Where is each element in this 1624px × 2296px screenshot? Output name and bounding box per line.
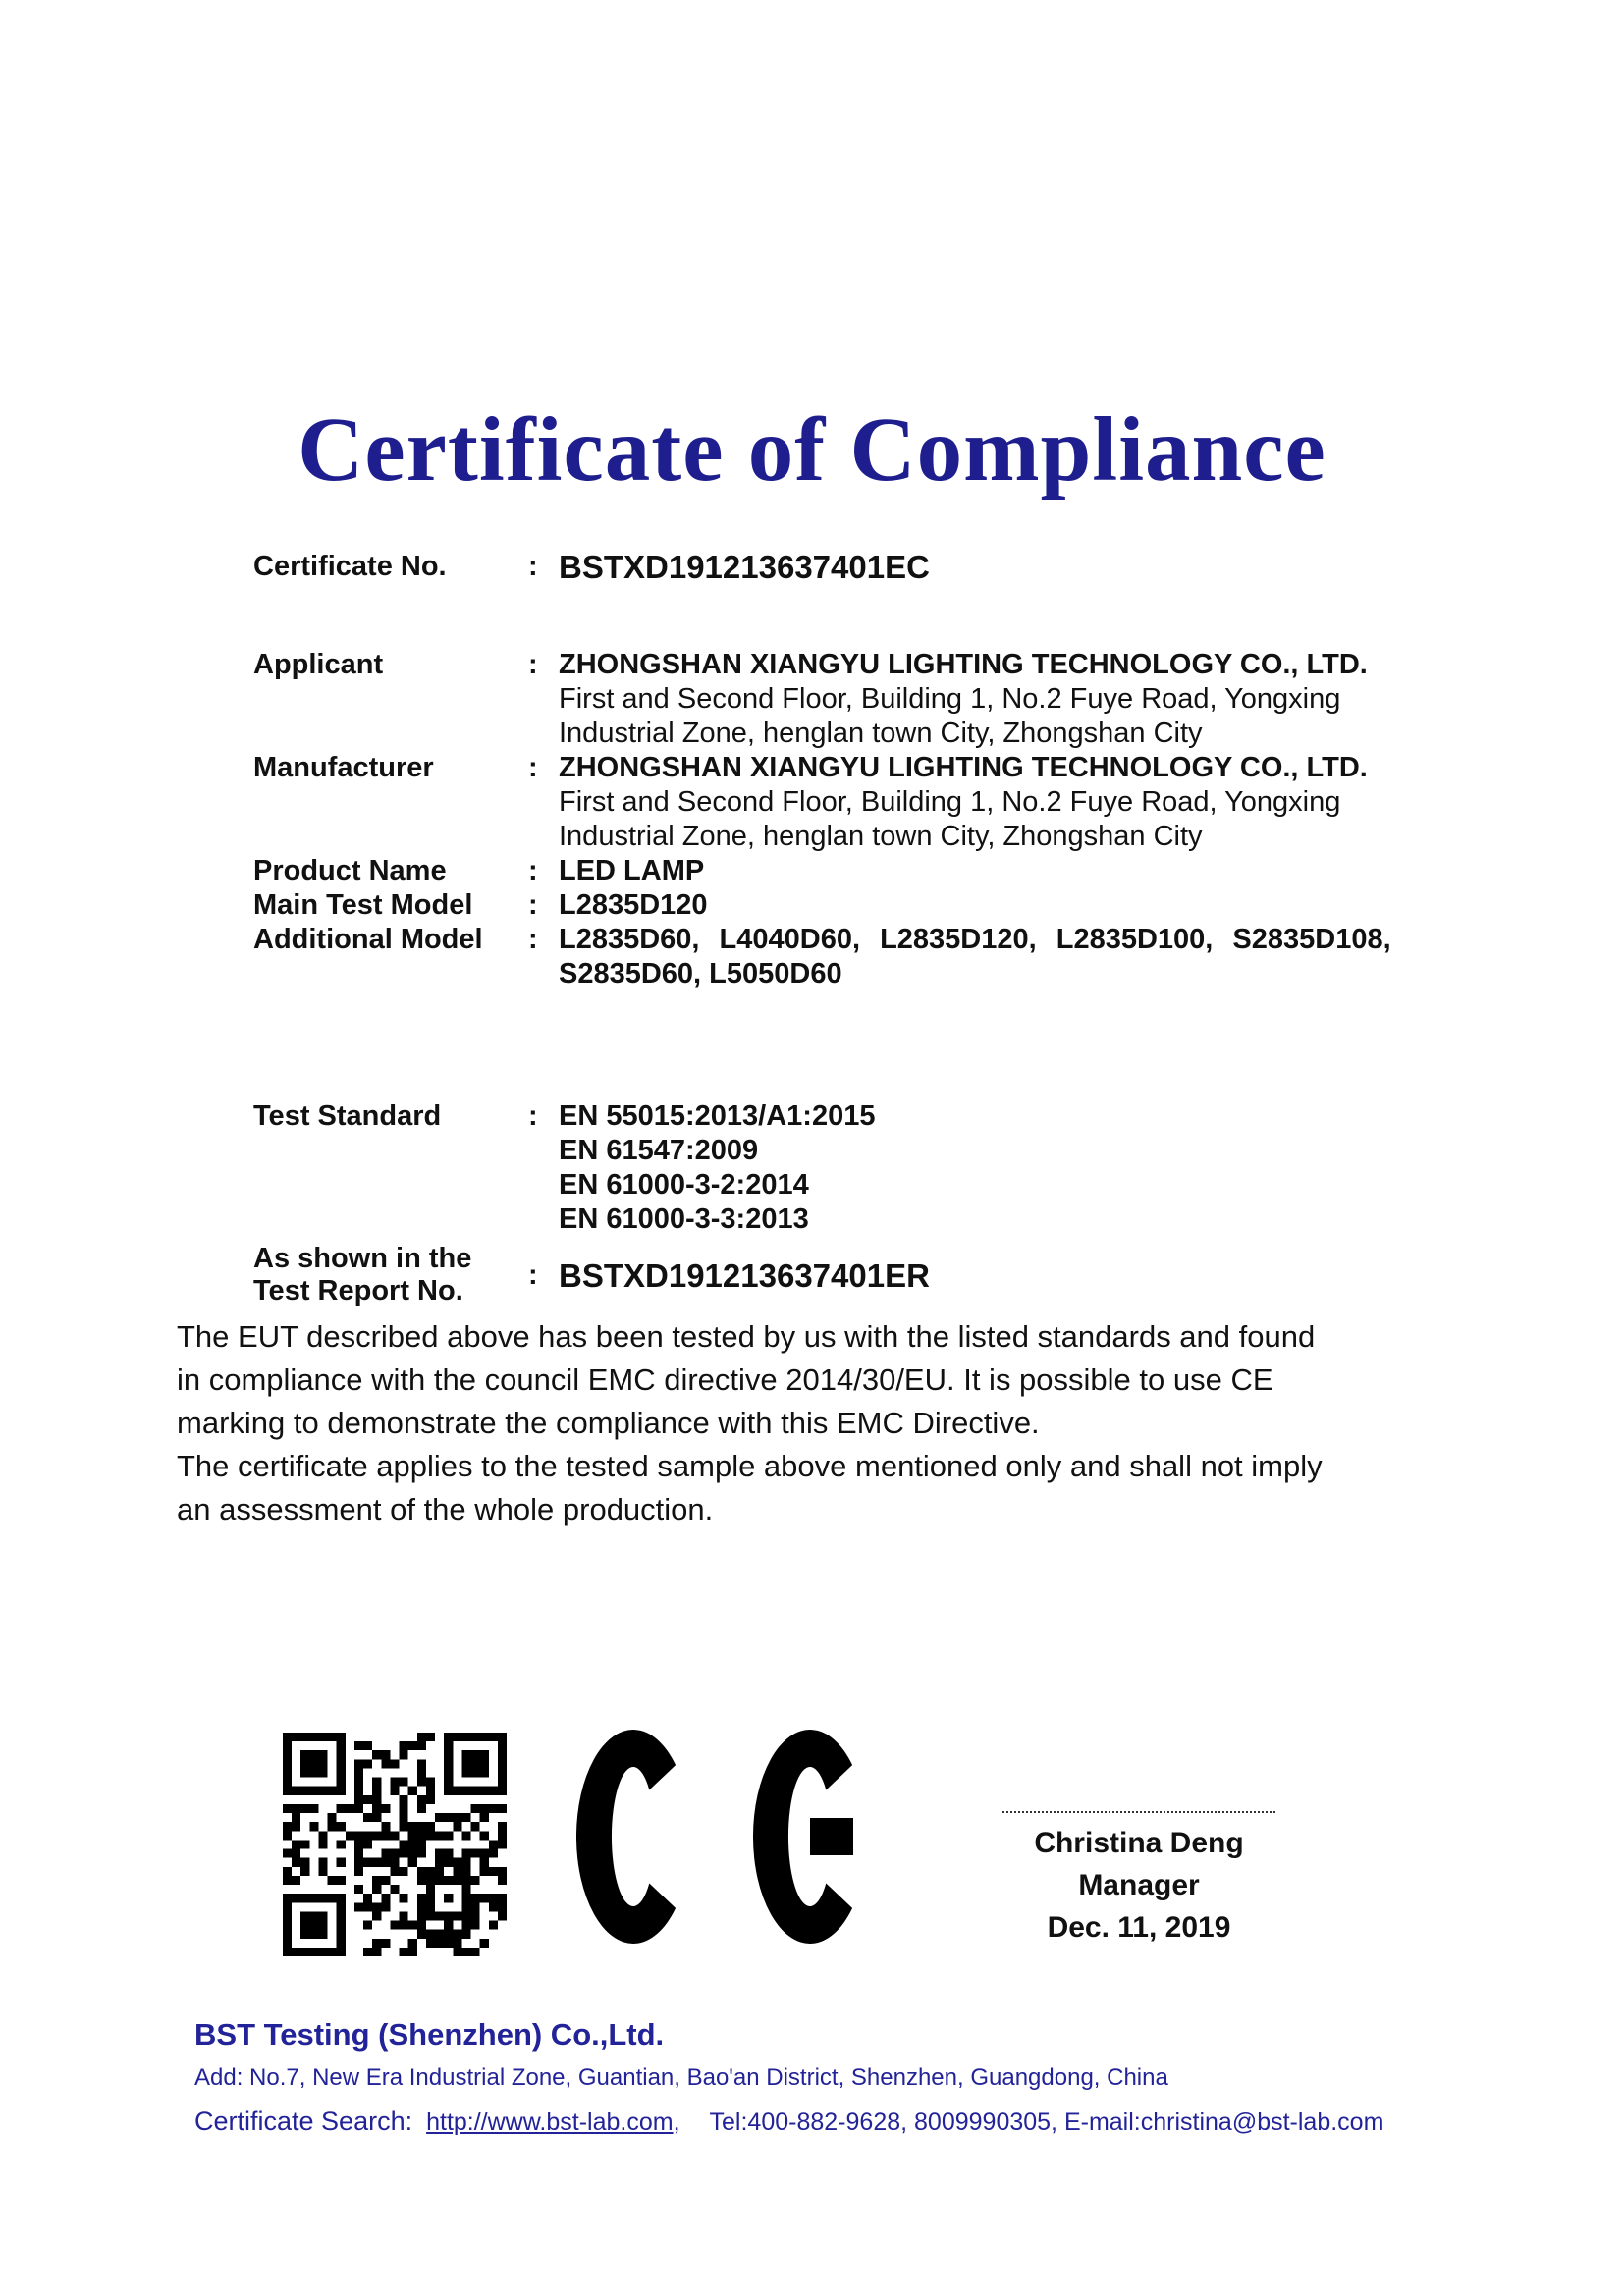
product-name-value: LED LAMP <box>559 855 705 886</box>
statement-line: marking to demonstrate the compliance with this EMC Directive. <box>177 1406 1040 1440</box>
row-additional-model <box>253 923 1506 991</box>
signatory-role: Manager <box>1078 1869 1200 1901</box>
test-standard-line: EN 61547:2009 <box>559 1135 759 1166</box>
main-test-model-label: Main Test Model <box>253 889 473 921</box>
manufacturer-label: Manufacturer <box>253 752 434 783</box>
colon: : <box>528 752 538 783</box>
test-report-label-line1: As shown in the <box>253 1243 472 1274</box>
additional-model-value <box>559 923 1506 991</box>
test-standard-line: EN 61000-3-2:2014 <box>559 1169 809 1201</box>
lab-address: Add: No.7, New Era Industrial Zone, Guantian, Bao'an District, Shenzhen, Guangdong, China <box>194 2064 1168 2091</box>
row-test-standard <box>253 1099 1506 1237</box>
colon: : <box>528 924 538 955</box>
row-test-report <box>253 1243 1506 1308</box>
signature-block <box>943 1811 1335 1943</box>
footer <box>194 2018 1526 2137</box>
colon: : <box>528 855 538 886</box>
colon: : <box>528 889 538 921</box>
certificate-title: Certificate of Compliance <box>298 400 1326 501</box>
applicant-name: ZHONGSHAN XIANGYU LIGHTING TECHNOLOGY CO., LTD. <box>559 649 1368 680</box>
colon: : <box>528 649 538 680</box>
certificate-search-link[interactable]: http://www.bst-lab.com <box>426 2109 674 2136</box>
row-main-test-model <box>253 888 1506 923</box>
lab-contact-info: Tel:400-882-9628, 8009990305, E-mail:christina@bst-lab.com <box>709 2109 1384 2136</box>
additional-model-label: Additional Model <box>253 924 483 955</box>
statement-line: in compliance with the council EMC directive 2014/30/EU. It is possible to use CE <box>177 1362 1273 1397</box>
qr-code <box>283 1733 507 1956</box>
link-comma: , <box>673 2109 680 2136</box>
statement-line: The EUT described above has been tested by us with the listed standards and found <box>177 1319 1316 1354</box>
test-standard-line: EN 61000-3-3:2013 <box>559 1203 809 1235</box>
compliance-statement <box>177 1315 1506 1531</box>
manufacturer-address-line2: Industrial Zone, henglan town City, Zhongshan City <box>559 821 1203 852</box>
colon: : <box>528 1100 538 1132</box>
applicant-address-line1: First and Second Floor, Building 1, No.2 Fuye Road, Yongxing <box>559 683 1341 715</box>
lab-company-name: BST Testing (Shenzhen) Co.,Ltd. <box>194 2017 665 2052</box>
manufacturer-address-line1: First and Second Floor, Building 1, No.2 Fuye Road, Yongxing <box>559 786 1341 818</box>
signature-dotted-line <box>1002 1811 1275 1813</box>
product-name-label: Product Name <box>253 855 447 886</box>
applicant-value <box>559 648 1506 751</box>
statement-line: an assessment of the whole production. <box>177 1492 714 1526</box>
row-certificate-no <box>253 550 1506 584</box>
test-standard-line: EN 55015:2013/A1:2015 <box>559 1100 876 1132</box>
row-applicant <box>253 648 1506 751</box>
additional-model-line1: L2835D60, L4040D60, L2835D120, L2835D100, S2835D108, <box>559 924 1391 955</box>
signatory-name: Christina Deng <box>1034 1827 1244 1859</box>
test-standard-values <box>559 1099 1506 1237</box>
colon: : <box>528 1258 538 1291</box>
certificate-search-row <box>194 2107 1526 2137</box>
test-report-label-line2: Test Report No. <box>253 1275 463 1307</box>
row-product-name <box>253 854 1506 888</box>
test-report-label <box>253 1243 528 1308</box>
signature-date: Dec. 11, 2019 <box>1047 1911 1231 1944</box>
certificate-search-label: Certificate Search: <box>194 2107 413 2136</box>
manufacturer-name: ZHONGSHAN XIANGYU LIGHTING TECHNOLOGY CO., LTD. <box>559 752 1368 783</box>
manufacturer-value <box>559 751 1506 854</box>
test-standard-label: Test Standard <box>253 1100 442 1132</box>
colon: : <box>528 551 538 582</box>
additional-model-line2: S2835D60, L5050D60 <box>559 958 842 989</box>
main-test-model-value: L2835D120 <box>559 889 708 921</box>
test-report-value: BSTXD191213637401ER <box>559 1256 930 1294</box>
applicant-address-line2: Industrial Zone, henglan town City, Zhongshan City <box>559 718 1203 749</box>
row-manufacturer <box>253 751 1506 854</box>
ce-mark-icon <box>576 1730 867 1944</box>
statement-line: The certificate applies to the tested sample above mentioned only and shall not imply <box>177 1449 1323 1483</box>
applicant-label: Applicant <box>253 649 384 680</box>
certificate-info-table <box>253 550 1506 1308</box>
certificate-no-value: BSTXD191213637401EC <box>559 549 930 585</box>
certificate-no-label: Certificate No. <box>253 551 447 582</box>
